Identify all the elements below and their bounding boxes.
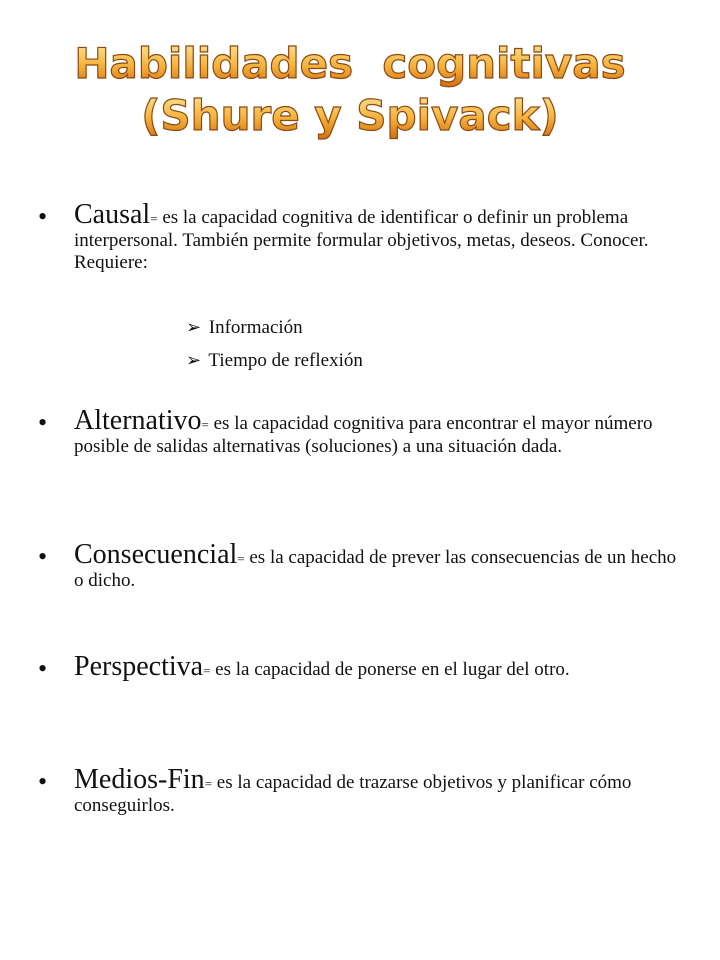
description-perspectiva: es la capacidad de ponerse en el lugar del otro. — [210, 659, 570, 680]
subitem-informacion — [186, 315, 303, 340]
bullet: • — [38, 408, 48, 437]
item-body — [74, 652, 698, 682]
term-consecuencial: Consecuencial — [74, 539, 238, 570]
equals-sign: = — [237, 551, 245, 566]
item-body — [74, 540, 678, 592]
description-alternativo: es la capacidad cognitiva para encontrar el mayor número posible de salidas alternativas (soluciones) a una situación dada. — [74, 413, 653, 457]
arrow-icon: ➢ — [186, 317, 202, 337]
equals-sign: = — [150, 211, 158, 226]
equals-sign: = — [201, 417, 209, 432]
subitem-label: Información — [208, 317, 303, 338]
equals-sign: = — [204, 776, 213, 791]
title-line-1: Habilidades cognitivas — [74, 39, 626, 88]
list-item-causal — [38, 200, 678, 274]
equals-sign: = — [203, 663, 211, 678]
item-body — [74, 200, 678, 274]
bullet: • — [38, 542, 48, 571]
description-causal: es la capacidad cognitiva de identificar o definir un problema interpersonal. También permite formular objetivos, metas, deseos. Conocer. Requiere: — [74, 207, 649, 273]
term-alternativo: Alternativo — [74, 405, 202, 436]
item-body — [74, 765, 678, 817]
subitem-tiempo — [186, 348, 363, 373]
title-line-2: (Shure y Spivack) — [141, 91, 559, 140]
subitem-label: Tiempo de reflexión — [208, 350, 363, 371]
bullet: • — [38, 767, 48, 796]
term-perspectiva: Perspectiva — [74, 651, 204, 682]
list-item-medios-fin — [38, 765, 678, 817]
description-medios-fin: es la capacidad de trazarse objetivos y planificar cómo conseguirlos. — [74, 772, 632, 816]
arrow-icon: ➢ — [186, 350, 202, 370]
list-item-consecuencial — [38, 540, 678, 592]
description-consecuencial: es la capacidad de prever las consecuencias de un hecho o dicho. — [74, 547, 677, 591]
bullet: • — [38, 654, 48, 683]
bullet: • — [38, 202, 48, 231]
term-causal: Causal — [74, 199, 151, 230]
term-medios-fin: Medios-Fin — [74, 764, 205, 795]
list-item-perspectiva — [38, 652, 698, 682]
list-item-alternativo — [38, 406, 678, 458]
item-body — [74, 406, 678, 458]
